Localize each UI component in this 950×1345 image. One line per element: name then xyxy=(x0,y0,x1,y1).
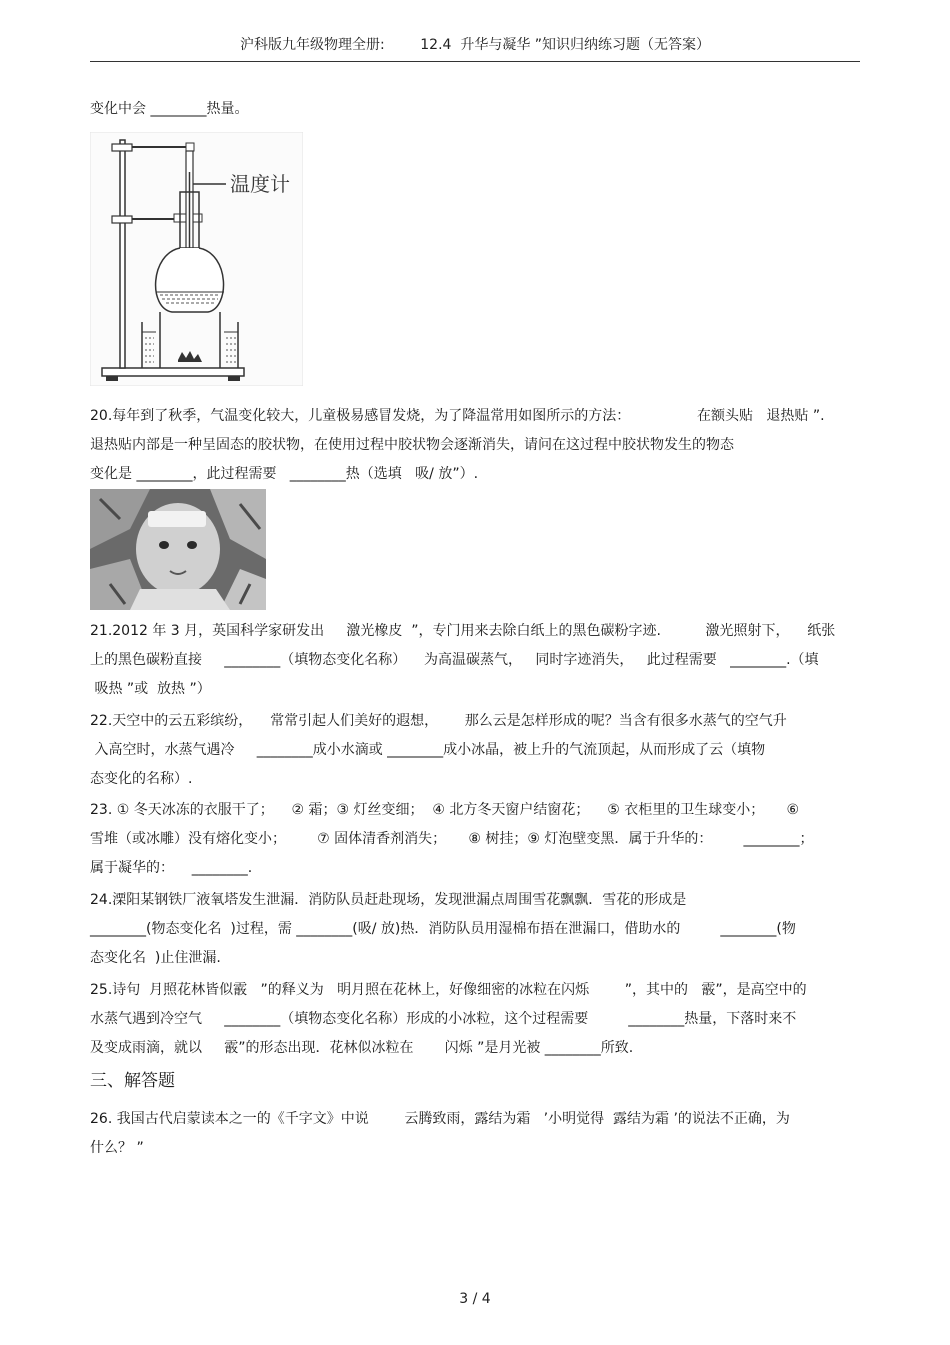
q23-line-2: 雪堆（或冰雕）没有熔化变小； ⑦ 固体清香剂消失； ⑧ 树挂；⑨ 灯泡壁变黑．属于升华的： ________； xyxy=(90,831,814,847)
q21-line-2: 上的黑色碳粉直接 ________（填物态变化名称） 为高温碳蒸气， 同时字迹消失， 此过程需要 ________.（填 xyxy=(90,652,819,668)
q26-line-1: 26. 我国古代启蒙读本之一的《千字文》中说 云腾致雨，露结为霜 ’小明觉得 露结为霜 ’的说法不正确，为 xyxy=(90,1111,790,1127)
q22-line-3: 态变化的名称）. xyxy=(90,771,193,787)
q20-line-1: 20.每年到了秋季，气温变化较大，儿童极易感冒发烧，为了降温常用如图所示的方法： 在额头贴 退热贴 ”. xyxy=(90,408,825,424)
q19-tail-text: 变化中会 ________热量。 xyxy=(90,101,249,117)
q24-line-1: 24.溧阳某钢铁厂液氧塔发生泄漏．消防队员赶赴现场，发现泄漏点周围雪花飘飘．雪花的形成是 xyxy=(90,892,687,908)
q21-line-3: 吸热 ”或 放热 ”） xyxy=(90,681,211,697)
thermometer-label: 温度计 xyxy=(230,172,290,196)
q20-line-2: 退热贴内部是一种呈固态的胶状物，在使用过程中胶状物会逐渐消失，请问在这过程中胶状物发生的物态 xyxy=(90,437,734,453)
q23-line-1: 23. ① 冬天冰冻的衣服干了； ② 霜；③ 灯丝变细； ④ 北方冬天窗户结窗花； ⑤ 衣柜里的卫生球变小； ⑥ xyxy=(90,802,800,818)
q21-line-1: 21.2012 年 3 月，英国科学家研发出 激光橡皮 ”，专门用来去除白纸上的黑色碳粉字迹. 激光照射下， 纸张 xyxy=(90,623,836,639)
q20-line-3: 变化是 ________，此过程需要 ________热（选填 吸/ 放”）. xyxy=(90,466,479,482)
q22-line-2: 入高空时，水蒸气遇冷 ________成小水滴或 ________成小冰晶，被上升的气流顶起，从而形成了云（填物 xyxy=(90,742,766,758)
q22-line-1: 22.天空中的云五彩缤纷， 常常引起人们美好的遐想， 那么云是怎样形成的呢？当含有很多水蒸气的空气升 xyxy=(90,713,787,729)
q24-line-3: 态变化名 )止住泄漏. xyxy=(90,950,221,966)
page-number: 3 / 4 xyxy=(459,1291,491,1307)
baby-cooling-patch-photo xyxy=(90,489,266,610)
header-divider xyxy=(90,61,860,62)
q24-line-2: ________(物态变化名 )过程，需 ________(吸/ 放)热．消防队员用湿棉布捂在泄漏口，借助水的 ________(物 xyxy=(90,921,796,937)
thermometer-apparatus-figure xyxy=(90,132,303,386)
page-header: 沪科版九年级物理全册: 12.4 升华与凝华 ”知识归纳练习题（无答案） xyxy=(239,37,711,53)
section-heading-answer-questions: 三、解答题 xyxy=(90,1071,175,1091)
q25-line-3: 及变成雨滴，就以 霰”的形态出现．花林似冰粒在 闪烁 ”是月光被 ________所致. xyxy=(90,1040,634,1056)
q23-line-3: 属于凝华的： ________. xyxy=(90,860,253,876)
q25-line-1: 25.诗句 月照花林皆似霰 ”的释义为 明月照在花林上，好像细密的冰粒在闪烁 ”，其中的 霰”，是高空中的 xyxy=(90,982,807,998)
q26-line-2: 什么？ ” xyxy=(90,1140,144,1156)
q25-line-2: 水蒸气遇到冷空气 ________（填物态变化名称）形成的小冰粒，这个过程需要 ________热量，下落时来不 xyxy=(90,1011,797,1027)
